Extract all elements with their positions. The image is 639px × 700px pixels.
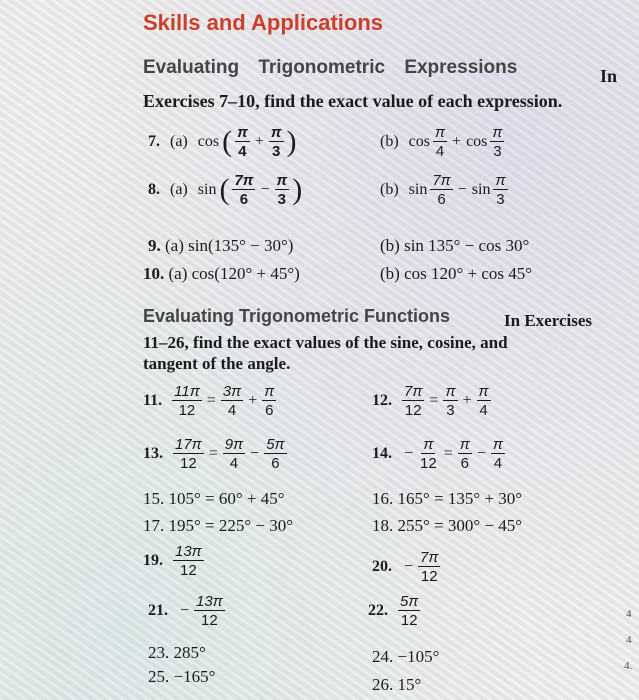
exercise-23: 23. 285° xyxy=(148,643,206,662)
exercise-10b: (b) cos 120° + cos 45° xyxy=(380,264,533,283)
exercise-9b: (b) sin 135° − cos 30° xyxy=(380,236,530,255)
edge-fragment-3: 4. xyxy=(624,660,633,672)
exercise-10a: 10. (a) cos(120° + 45°) xyxy=(143,264,300,283)
exercise-12: 12. $\frac{7\pi}{12}$ = $\frac{\pi}{3}$ + $\frac{\pi}{4}$ xyxy=(372,383,489,419)
exercise-22: 22. $\frac{5\pi}{12}$ xyxy=(368,593,419,629)
exercise-7b: (b) cos $\frac{\pi}{4}$ + cos $\frac{\pi}{3}$ xyxy=(380,124,503,160)
exercise-18: 18. 255° = 300° − 45° xyxy=(372,516,523,535)
exercise-14: 14. − $\frac{\pi}{12}$ = $\frac{\pi}{6}$ − $\frac{\pi}{4}$ xyxy=(372,436,503,472)
exercise-25: 25. −165° xyxy=(148,667,216,686)
exercise-19: 19. $\frac{13\pi}{12}$ xyxy=(143,543,202,579)
exercise-13: 13. $\frac{17\pi}{12}$ = $\frac{9\pi}{4}$ − $\frac{5\pi}{6}$ xyxy=(143,436,285,472)
exercise-9a: 9. (a) sin(135° − 30°) xyxy=(148,236,294,255)
exercise-17: 17. 195° = 225° − 30° xyxy=(143,516,294,535)
exercise-16: 16. 165° = 135° + 30° xyxy=(372,489,523,508)
exercise-24: 24. −105° xyxy=(372,647,440,666)
edge-fragment-1: 4 xyxy=(626,608,632,620)
group2-heading-tail: In Exercises xyxy=(504,311,592,330)
edge-fragment-2: 4 xyxy=(626,634,632,646)
exercise-21: 21. − $\frac{13\pi}{12}$ xyxy=(148,593,223,629)
group2-instruction-line2: 11–26, find the exact values of the sine, cosine, and xyxy=(143,333,508,352)
group1-instruction: Exercises 7–10, find the exact value of each expression. xyxy=(143,91,563,111)
exercise-26: 26. 15° xyxy=(372,675,422,694)
exercise-8a: 8. (a) sin ( $\frac{7\pi}{6}$ − $\frac{\pi}{3}$ ) xyxy=(148,172,303,208)
exercise-20: 20. − $\frac{7\pi}{12}$ xyxy=(372,549,439,585)
exercise-15: 15. 105° = 60° + 45° xyxy=(143,489,285,508)
exercise-11: 11. $\frac{11\pi}{12}$ = $\frac{3\pi}{4}$ + $\frac{\pi}{6}$ xyxy=(143,383,275,419)
section-title: Skills and Applications xyxy=(143,10,384,35)
group1-heading: Evaluating Trigonometric Expressions xyxy=(143,57,518,78)
group1-heading-tail: In xyxy=(600,66,618,86)
group2-heading: Evaluating Trigonometric Functions xyxy=(143,306,451,326)
group2-instruction-line3: tangent of the angle. xyxy=(143,354,291,373)
exercise-8b: (b) sin $\frac{7\pi}{6}$ − sin $\frac{\pi}{3}$ xyxy=(380,172,506,208)
exercise-7a: 7. (a) cos ( $\frac{\pi}{4}$ + $\frac{\pi}{3}$ ) xyxy=(148,124,297,160)
